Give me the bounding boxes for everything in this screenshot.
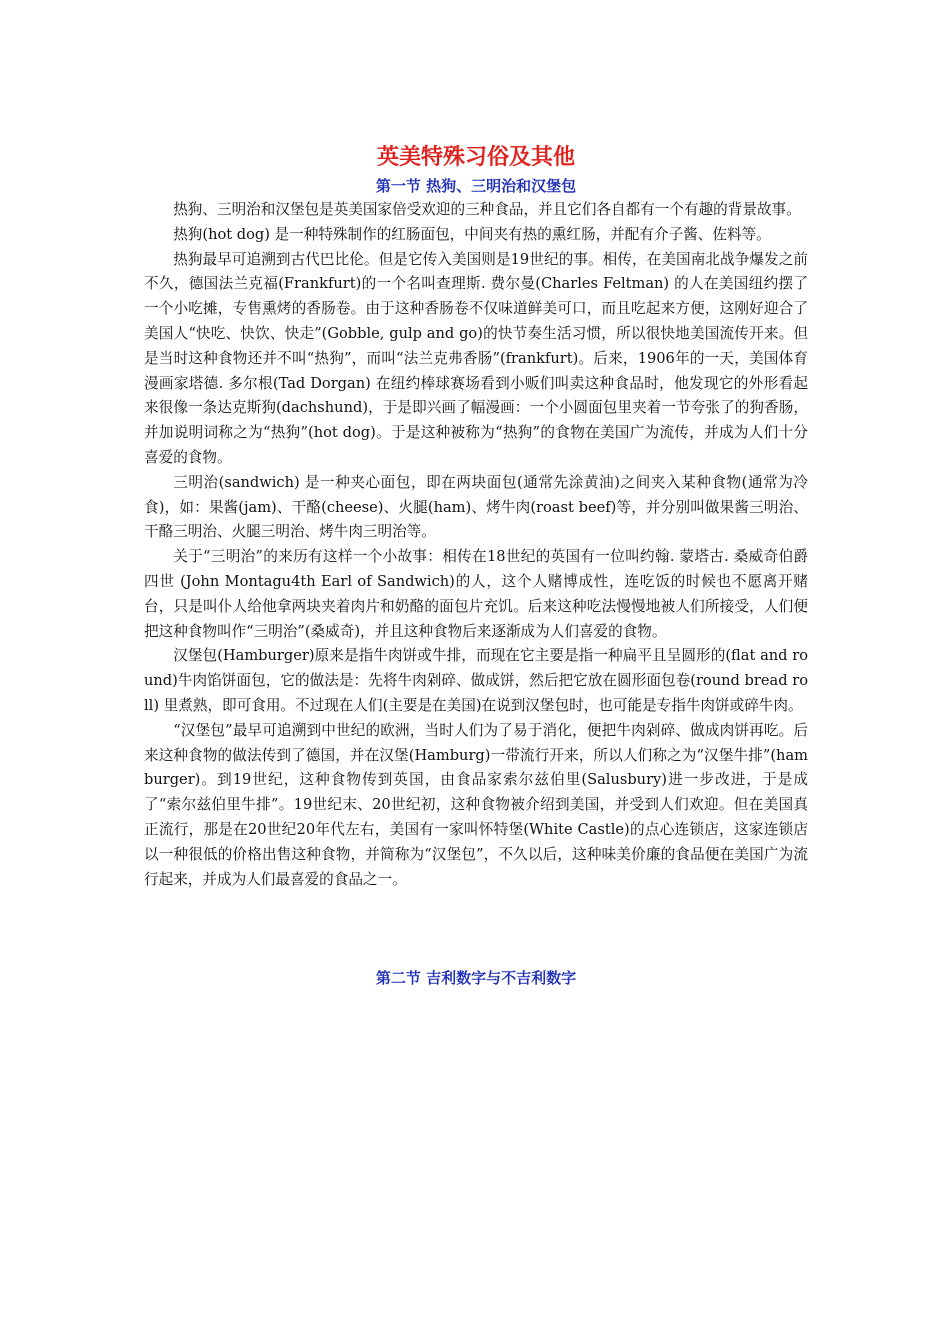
section-heading-2: 第二节 吉利数字与不吉利数字 [375,969,577,988]
paragraph-hotdog-definition: 热狗(hot dog) 是一种特殊制作的红肠面包，中间夹有热的熏红肠，并配有介子酱、佐料等。 [173,225,771,243]
section-heading-1: 第一节 热狗、三明治和汉堡包 [375,177,577,195]
paragraph-hotdog-history: 热狗最早可追溯到古代巴比伦。但是它传入美国则是19世纪的事。相传，在美国南北战争爆发之前不久，德国法兰克福(Frankfurt)的一个名叫查理斯. 费尔曼(Charles Feltman) 的人在美国纽约摆了一个小吃摊，专售熏烤的香肠卷。由于这种香肠卷不仅味道鲜美可口，而且吃起来方便，这刚好迎合了美国人“快吃、快饮、快走”(Gobble, gulp and go)的快节奏生活习惯，所以很快地美国流传开来。但是当时这种食物还并不叫“热狗”，而叫“法兰克弗香肠”(frankfurt)。后来，1906年的一天，美国体育漫画家塔德. 多尔根(Tad Dorgan) 在纽约棒球赛场看到小贩们叫卖这种食品时，他发现它的外形看起来很像一条达克斯狗(dachshund)，于是即兴画了幅漫画：一个小圆面包里夹着一节夸张了的狗香肠，并加说明词称之为“热狗”(hot dog)。于是这种被称为“热狗”的食物在美国广为流传，并成为人们十分喜爱的食物。 [144,250,808,466]
paragraph-hamburger-definition: 汉堡包(Hamburger)原来是指牛肉饼或牛排，而现在它主要是指一种扁平且呈圆形的(flat and round)牛肉馅饼面包，它的做法是：先将牛肉剁碎、做成饼，然后把它放在圆形面包卷(round bread roll) 里煮熟，即可食用。不过现在人们(主要是在美国)在说到汉堡包时，也可能是专指牛肉饼或碎牛肉。 [144,647,808,714]
document-page [144,140,808,990]
paragraph-sandwich-history: 关于“三明治”的来历有这样一个小故事：相传在18世纪的英国有一位叫约翰. 蒙塔古. 桑威奇伯爵四世 (John Montagu4th Earl of Sandwich)的人，这个人赌博成性，连吃饭的时候也不愿离开赌台，只是叫仆人给他拿两块夹着肉片和奶酪的面包片充饥。后来这种吃法慢慢地被人们所接受，人们便把这种食物叫作“三明治”(桑威奇)，并且这种食物后来逐渐成为人们喜爱的食物。 [144,548,808,640]
document-title: 英美特殊习俗及其他 [376,144,575,170]
paragraph-intro: 热狗、三明治和汉堡包是英美国家倍受欢迎的三种食品，并且它们各自都有一个有趣的背景故事。 [173,201,801,218]
paragraph-hamburger-history: “汉堡包”最早可追溯到中世纪的欧洲，当时人们为了易于消化，便把牛肉剁碎、做成肉饼再吃。后来这种食物的做法传到了德国，并在汉堡(Hamburg)一带流行开来，所以人们称之为“汉堡牛排”(hamburger)。到19世纪，这种食物传到英国，由食品家索尔兹伯里(Salusbury)进一步改进，于是成了“索尔兹伯里牛排”。19世纪末、20世纪初，这种食物被介绍到美国，并受到人们欢迎。但在美国真正流行，那是在20世纪20年代左右，美国有一家叫怀特堡(White Castle)的点心连锁店，这家连锁店以一种很低的价格出售这种食物，并简称为“汉堡包”，不久以后，这种味美价廉的食品便在美国广为流行起来，并成为人们最喜爱的食品之一。 [144,721,808,888]
paragraph-sandwich-definition: 三明治(sandwich) 是一种夹心面包，即在两块面包(通常先涂黄油)之间夹入某种食物(通常为冷食)，如：果酱(jam)、干酪(cheese)、火腿(ham)、烤牛肉(roast beef)等，并分别叫做果酱三明治、干酪三明治、火腿三明治、烤牛肉三明治等。 [144,473,808,541]
section-spacer [144,892,808,966]
